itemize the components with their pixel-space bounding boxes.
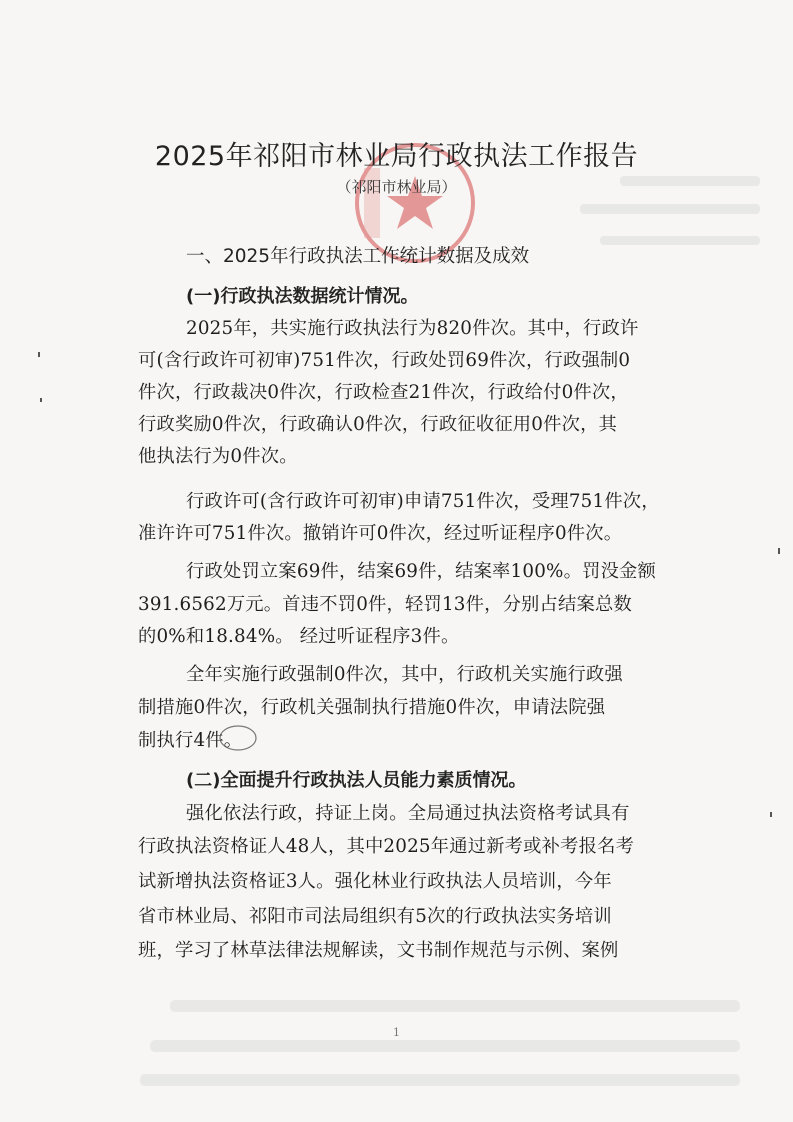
paragraph-line: 行政许可(含行政许可初审)申请751件次，受理751件次， [186,491,660,512]
page-number: 1 [393,1026,400,1039]
paragraph-line: 2025年，共实施行政执法行为820件次。其中，行政许 [186,318,639,339]
paragraph-line: 准许许可751件次。撤销许可0件次，经过听证程序0件次。 [138,523,623,544]
paragraph-line: 391.6562万元。首违不罚0件，轻罚13件，分别占结案总数 [138,594,632,615]
document-title: 2025年祁阳市林业局行政执法工作报告 [154,141,639,172]
paragraph-line: 制措施0件次，行政机关强制执行措施0件次，申请法院强 [138,697,606,718]
paragraph-line: 制执行4件。 [138,730,243,751]
paragraph-line: 行政处罚立案69件，结案69件，结案率100%。罚没金额 [186,561,657,582]
paragraph-line: 件次，行政裁决0件次，行政检查21件次，行政给付0件次， [138,382,629,403]
section-heading: 一、2025年行政执法工作统计数据及成效 [186,246,530,267]
paragraph-line: 行政执法资格证人48人，其中2025年通过新考或补考报名考 [138,836,635,857]
paragraph-line: 班，学习了林草法律法规解读，文书制作规范与示例、案例 [138,940,619,961]
paragraph-line: 的0%和18.84%。 经过听证程序3件。 [138,626,460,647]
paragraph-line: 行政奖励0件次，行政确认0件次，行政征收征用0件次，其 [138,414,618,435]
paragraph-line: 可(含行政许可初审)751件次，行政处罚69件次，行政强制0 [138,350,631,371]
document-subtitle: （祁阳市林业局） [336,178,457,196]
scan-speck [38,352,40,357]
scan-speck [40,398,42,402]
paragraph-line: 强化依法行政，持证上岗。全局通过执法资格考试具有 [186,803,630,824]
handwritten-circle-mark [218,722,258,754]
paragraph-line: 他执法行为0件次。 [138,446,298,467]
paragraph-line: 试新增执法资格证3人。强化林业行政执法人员培训，今年 [138,871,612,892]
subsection-heading: (二)全面提升行政执法人员能力素质情况。 [186,770,527,791]
scan-speck [770,812,772,817]
subsection-heading: (一)行政执法数据统计情况。 [186,286,419,307]
scan-speck [778,548,780,554]
paragraph-line: 全年实施行政强制0件次，其中，行政机关实施行政强 [186,664,623,685]
paragraph-line: 省市林业局、祁阳市司法局组织有5次的行政执法实务培训 [138,906,612,927]
